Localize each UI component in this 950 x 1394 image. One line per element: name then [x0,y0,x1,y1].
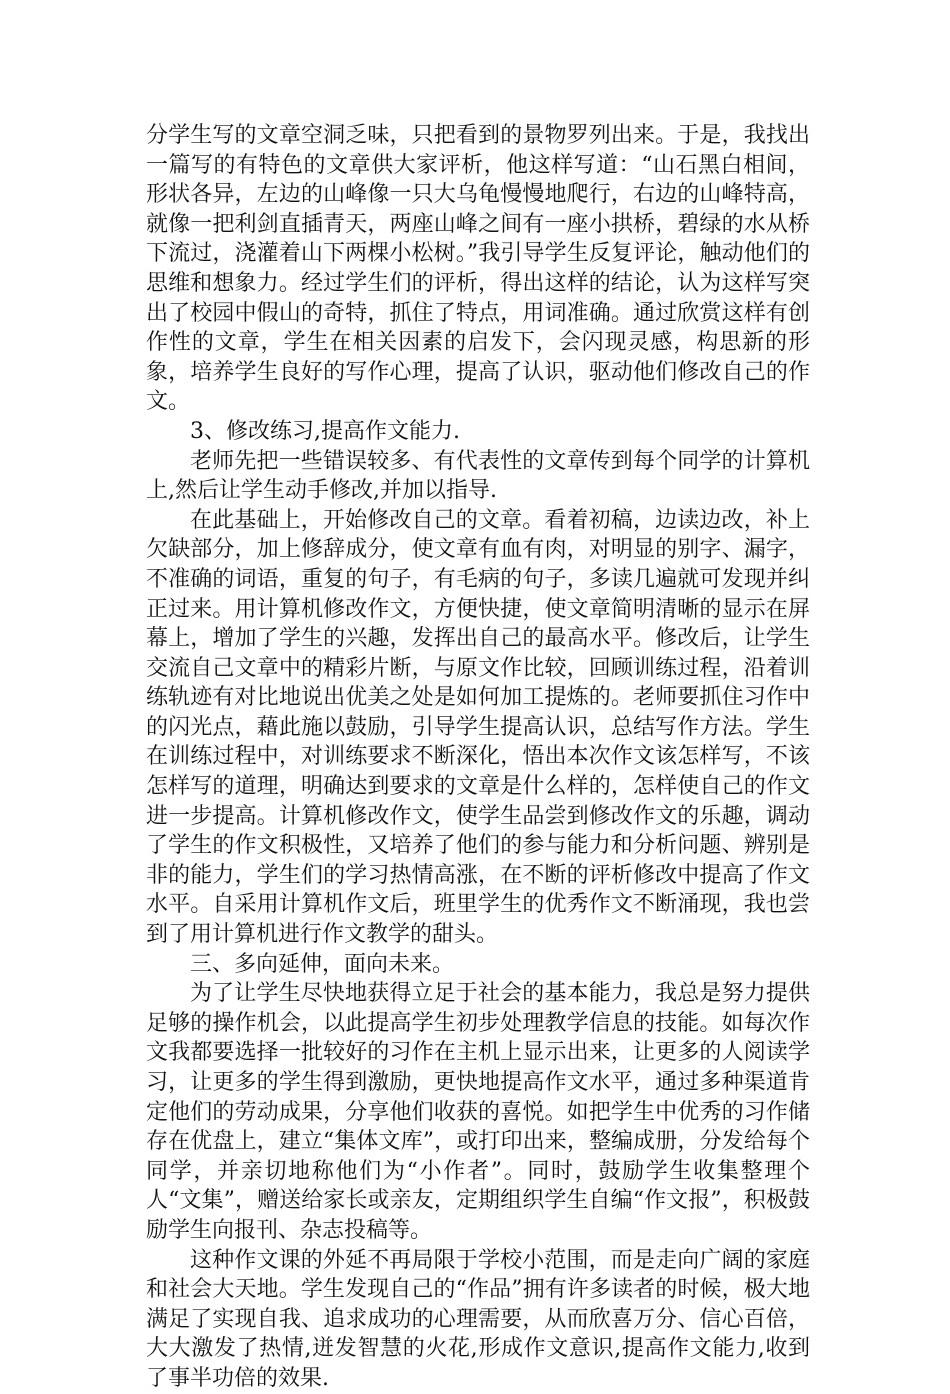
paragraph-operation-opportunities: 为了让学生尽快地获得立足于社会的基本能力，我总是努力提供足够的操作机会，以此提高学生初步处理教学信息的技能。如每次作文我都要选择一批较好的习作在主机上显示出来，让更多的人阅读学习，让更多的学生得到激励，更快地提高作文水平，通过多种渠道肯定他们的劳动成果，分享他们收获的喜悦。如把学生中优秀的习作储存在优盘上，建立“集体文库”，或打印出来，整编成册，分发给每个同学，并亲切地称他们为“小作者”。同时，鼓励学生收集整理个人“文集”，赠送给家长或亲友，定期组织学生自编“作文报”，积极鼓励学生向报刊、杂志投稿等。 [146,981,810,1243]
paragraph-continuation: 分学生写的文章空洞乏味，只把看到的景物罗列出来。于是，我找出一篇写的有特色的文章供大家评析，他这样写道：“山石黑白相间，形状各异，左边的山峰像一只大乌龟慢慢地爬行，右边的山峰特高，就像一把利剑直插青天，两座山峰之间有一座小拱桥，碧绿的水从桥下流过，浇灌着山下两棵小松树。”我引导学生反复评论，触动他们的思维和想象力。经过学生们的评析，得出这样的结论，认为这样写突出了校园中假山的奇特，抓住了特点，用词准确。通过欣赏这样有创作性的文章，学生在相关因素的启发下，会闪现灵感，构思新的形象，培养学生良好的写作心理，提高了认识，驱动他们修改自己的作文。 [146,123,810,415]
section-heading-extension: 三、多向延伸，面向未来。 [190,951,455,977]
section-heading-revision-practice: 3、修改练习,提高作文能力. [190,418,460,444]
paragraph-conclusion: 这种作文课的外延不再局限于学校小范围，而是走向广阔的家庭和社会大天地。学生发现自己的“作品”拥有许多读者的时候，极大地满足了实现自我、追求成功的心理需要，从而欣喜万分、信心百倍，大大激发了热情,迸发智慧的火花,形成作文意识,提高作文能力,收到了事半功倍的效果. [146,1247,810,1391]
document-page [146,121,810,1394]
paragraph-self-revision: 在此基础上，开始修改自己的文章。看着初稿，边读边改，补上欠缺部分，加上修辞成分，使文章有血有肉，对明显的别字、漏字，不准确的词语，重复的句子，有毛病的句子，多读几遍就可发现并纠正过来。用计算机修改作文，方便快捷，使文章简明清晰的显示在屏幕上，增加了学生的兴趣，发挥出自己的最高水平。修改后，让学生交流自己文章中的精彩片断，与原文作比较，回顾训练过程，沿着训练轨迹有对比地说出优美之处是如何加工提炼的。老师要抓住习作中的闪光点，藉此施以鼓励，引导学生提高认识，总结写作方法。学生在训练过程中，对训练要求不断深化，悟出本次作文该怎样写，不该怎样写的道理，明确达到要求的文章是什么样的，怎样使自己的作文进一步提高。计算机修改作文，使学生品尝到修改作文的乐趣，调动了学生的作文积极性，又培养了他们的参与能力和分析问题、辨别是非的能力，学生们的学习热情高涨，在不断的评析修改中提高了作文水平。自采用计算机作文后，班里学生的优秀作文不断涌现，我也尝到了用计算机进行作文教学的甜头。 [146,507,810,948]
paragraph-teacher-upload: 老师先把一些错误较多、有代表性的文章传到每个同学的计算机上,然后让学生动手修改,并加以指导. [146,448,810,504]
